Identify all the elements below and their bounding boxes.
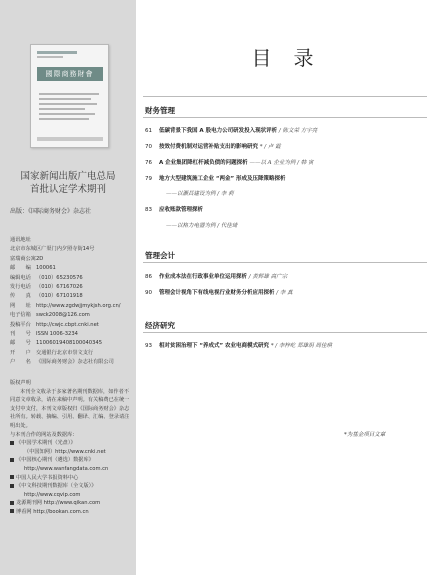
toc-author: / 黄辉雄 高广宗 (248, 274, 288, 280)
rights-paragraph: 本刊全文收录于多家著名期刊数据库，如作者不同意文章收录，请在来稿中声明。有关稿费已在统一支付中支付，本刊文章版权归《国际商务财会》杂志社所有。转载、摘编、引用、翻译、汇编、登录请注明出处。 (10, 388, 130, 429)
info-value: 100061 (36, 265, 56, 272)
section-divider (143, 262, 427, 263)
section-divider (143, 117, 427, 118)
info-value: （010）67167026 (36, 284, 83, 291)
toc-title: 按效付费机制对运营补贴支出的影响研究 (159, 144, 259, 150)
bullet-square-icon (10, 501, 14, 505)
info-row-email (10, 311, 134, 320)
publisher-label: 出版： (10, 208, 29, 215)
publisher (10, 206, 91, 215)
toc-entry[interactable] (145, 142, 281, 150)
info-value: （010）65230576 (36, 274, 83, 281)
db-url[interactable]: http://www.cqvip.com (24, 491, 81, 498)
db-url[interactable]: （中国知网）http://www.cnki.net (24, 448, 106, 455)
info-value[interactable]: http://cwjc.cbpt.cnki.net (36, 321, 99, 328)
info-label: 邮 号 (10, 340, 31, 347)
toc-entry[interactable] (145, 272, 287, 280)
info-label: 户 名 (10, 359, 31, 366)
info-value: （010）67101918 (36, 293, 83, 300)
toc-title: 低碳背景下我国 A 股电力公司研发投入现状评析 (159, 128, 278, 134)
info-row-fax (10, 292, 134, 301)
recognition-line-1: 国家新闻出版广电总局 (20, 171, 116, 182)
info-label: 网 址 (10, 302, 31, 309)
toc-author: / 陈文荣 方宇亮 (278, 128, 318, 134)
info-label: 电子信箱 (10, 312, 31, 319)
toc-entry[interactable] (145, 205, 203, 213)
section-heading-finance: 财务管理 (145, 106, 175, 115)
toc-author: ——以 A 企业为例 / 韩 寅 (249, 160, 314, 166)
cover-text-line (39, 98, 91, 100)
cover-text-line (39, 108, 85, 110)
cover-text-line (39, 103, 97, 105)
info-value: ISSN 1006-3234 (36, 331, 78, 338)
info-label: 编辑电话 (10, 274, 31, 281)
cover-text-line (39, 113, 95, 115)
title-divider (143, 96, 427, 97)
info-row-account-no (10, 339, 134, 348)
info-label: 投稿平台 (10, 321, 31, 328)
cover-header-bar (37, 51, 77, 54)
section-divider (143, 332, 427, 333)
info-label: 传 真 (10, 293, 31, 300)
db-name: 《中国学术期刊（光盘）》 (16, 440, 76, 447)
toc-page: 61 (145, 128, 152, 134)
toc-title: 地方大型建筑施工企业 “两金” 形成及压降策略探析 (159, 176, 286, 182)
info-row-dist-phone (10, 283, 134, 292)
fund-project-footnote: *为基金项目文章 (344, 432, 386, 438)
recognition-line-2: 首批认定学术期刊 (29, 184, 106, 195)
publisher-value: 《国际商务财会》杂志社 (28, 208, 92, 215)
info-value[interactable]: http://www.zgdwjjmykjsh.org.cn/ (36, 302, 121, 309)
address-value: 北京市东城区广渠门内夕照寺街14号 (10, 246, 95, 253)
info-row-editor-phone (10, 274, 134, 283)
address-label: 通讯地址 (10, 237, 31, 243)
db-url[interactable]: http://www.wanfangdata.com.cn (24, 465, 109, 472)
toc-page: 93 (145, 343, 152, 349)
section-heading-management-accounting: 管理会计 (145, 251, 175, 260)
info-label: 刊 号 (10, 331, 31, 338)
magazine-cover-image (30, 44, 109, 148)
db-name[interactable]: 博看网 http://bookan.com.cn (16, 508, 89, 515)
toc-subtitle: ——以格力电器为例 / 代佳琦 (166, 223, 238, 229)
toc-page: 83 (145, 207, 152, 213)
toc-author: * / 卢 霞 (259, 144, 281, 150)
toc-entry[interactable] (145, 341, 332, 349)
toc-entry[interactable] (145, 288, 293, 296)
section-heading-economic-research: 经济研究 (145, 321, 175, 330)
info-row-submission (10, 321, 134, 330)
db-name: 《中文科技期刊数据库（全文版）》 (16, 483, 97, 490)
rights-heading: 版权声明 (10, 380, 31, 386)
cover-footer-bar (37, 137, 103, 141)
info-value: 交通银行北京市崇文支行 (36, 349, 94, 356)
cover-title: 國際商務財會 (45, 70, 94, 78)
toc-subtitle: ——以灏昌建设为例 / 李 莉 (166, 191, 234, 197)
bullet-square-icon (10, 509, 14, 513)
cover-text-line (39, 118, 89, 120)
db-item (10, 499, 130, 508)
info-row-bank (10, 349, 134, 358)
toc-page: 70 (145, 144, 152, 150)
info-label: 邮 编 (10, 265, 31, 272)
toc-title: 相对贫困治理下 “养成式” 农业电商模式研究 (159, 343, 270, 349)
db-item (10, 508, 130, 517)
toc-author: * / 李梓屹 郑雄玥 周佳琪 (270, 343, 332, 349)
db-item (10, 439, 130, 448)
db-item (10, 482, 130, 491)
db-name: 《中国核心期刊（遴选）数据库》 (16, 457, 94, 464)
page-title: 目录 (251, 46, 336, 70)
db-name[interactable]: 龙源期刊网 http://www.qikan.com (16, 500, 101, 507)
cover-header-bar-2 (37, 56, 63, 58)
toc-page: 79 (145, 176, 152, 182)
db-item (10, 456, 130, 465)
db-name: 中国人民大学书报资料中心 (16, 474, 79, 481)
db-item (10, 474, 130, 483)
info-value[interactable]: swck2008@126.com (36, 312, 90, 319)
toc-page: 90 (145, 290, 152, 296)
toc-title: 应收账款管理探析 (159, 207, 204, 213)
info-value: 11006019408100040345 (36, 340, 103, 347)
bullet-square-icon (10, 475, 14, 479)
toc-title: A 企业集团降杠杆减负债的问题探析 (159, 160, 248, 166)
toc-entry[interactable] (145, 174, 286, 182)
bullet-square-icon (10, 484, 14, 488)
info-value: 《国际商务财会》杂志社有限公司 (36, 359, 114, 366)
info-label: 发行电话 (10, 284, 31, 291)
toc-page: 76 (145, 160, 152, 166)
copyright-notice (10, 379, 130, 517)
toc-author: / 李 真 (276, 290, 293, 296)
rights-intro: 与本刊合作的网站及数据库： (10, 431, 78, 438)
info-row-website (10, 302, 134, 311)
bullet-square-icon (10, 441, 14, 445)
toc-page: 86 (145, 274, 152, 280)
toc-title: 作业成本法在行政事业单位运用探析 (159, 274, 248, 280)
info-row-postcode (10, 264, 134, 273)
info-row-account-name (10, 358, 134, 367)
info-label: 开 户 (10, 349, 31, 356)
bullet-square-icon (10, 458, 14, 462)
cover-text-line (39, 93, 99, 95)
toc-entry[interactable] (145, 158, 314, 166)
info-row-issn (10, 330, 134, 339)
toc-entry[interactable] (145, 126, 317, 134)
address-value-2: 富瑞商公寓2D (10, 255, 44, 262)
toc-title: 管理会计视角下有线电视行业财务分析应用探析 (159, 290, 275, 296)
contact-info (10, 236, 134, 368)
